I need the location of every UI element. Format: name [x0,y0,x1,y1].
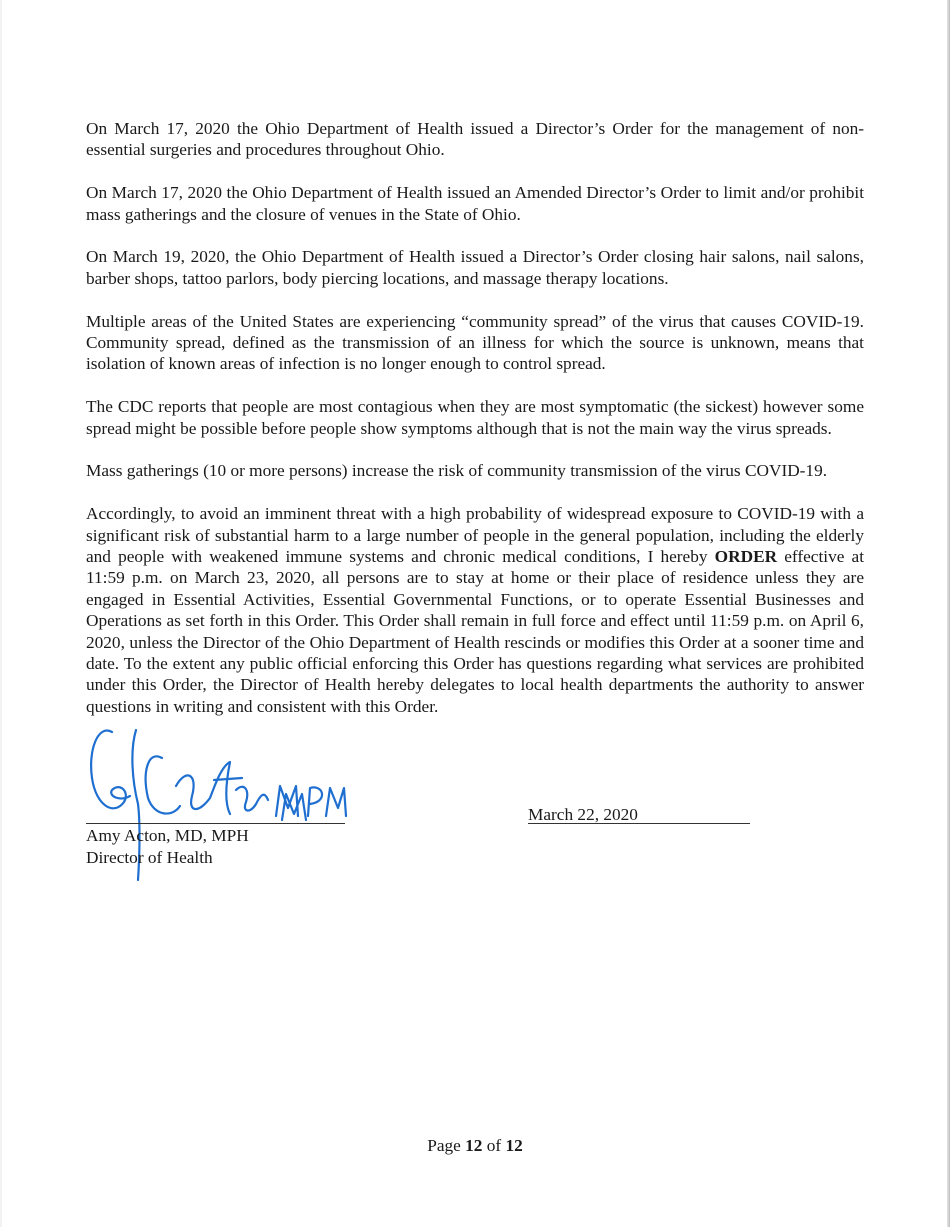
paragraph-community-spread: Multiple areas of the United States are experiencing “community spread” of the virus that causes COVID-19. Community spread, defined as the transmission of an illness for which the source is unknown, means that isolation of known areas of infection is no longer enough to control spread. [86,311,864,374]
order-text-before: Accordingly, to avoid an imminent threat with a high probability of widespread exposure to COVID-19 with a significant risk of substantial harm to a large number of people in the general population, including the elderly and people with weakened immune systems and chronic medical conditions, I hereby [86,504,864,567]
page-number-current: 12 [465,1136,483,1155]
paragraph-mass-gatherings-risk: Mass gatherings (10 or more persons) increase the risk of community transmission of the virus COVID-19. [86,461,828,481]
page-number-total: 12 [505,1136,523,1155]
order-text-after: effective at 11:59 p.m. on March 23, 2020, all persons are to stay at home or their place of residence unless they are engaged in Essential Activities, Essential Governmental Functions, or to operate Essential Businesses and Operations as set forth in this Order. This Order shall remain in full force and effect until 11:59 p.m. on April 6, 2020, unless the Director of the Ohio Department of Health rescinds or modifies this Order at a sooner time and date. To the extent any public official enforcing this Order has questions regarding what services are prohibited under this Order, the Director of Health hereby delegates to local health departments the authority to answer questions in writing and consistent with this Order. [86,547,865,716]
paragraph-surgeries-order: On March 17, 2020 the Ohio Department of Health issued a Director’s Order for the management of non-essential surgeries and procedures throughout Ohio. [86,119,864,160]
paragraph-stay-at-home-order [86,503,864,717]
page-number-middle: of [482,1136,506,1155]
page-left-edge [0,0,2,1227]
paragraph-salons-order: On March 19, 2020, the Ohio Department of Health issued a Director’s Order closing hair salons, nail salons, barber shops, tattoo parlors, body piercing locations, and massage therapy locations. [86,247,864,288]
page-number-prefix: Page [427,1136,466,1155]
date-line [528,823,750,824]
order-body [86,118,864,739]
signature-date: March 22, 2020 [528,805,638,824]
signature-mpg [282,794,306,820]
signature-line [86,823,345,824]
paragraph-cdc-contagious: The CDC reports that people are most contagious when they are most symptomatic (the sickest) however some spread might be possible before people show symptoms although that is not the main way the virus spreads. [86,397,864,438]
signer-name: Amy Acton, MD, MPH [86,826,249,845]
signer-title: Director of Health [86,848,213,867]
page-number [0,1136,950,1156]
paragraph-mass-gatherings-order: On March 17, 2020 the Ohio Department of Health issued an Amended Director’s Order to limit and/or prohibit mass gatherings and the closure of venues in the State of Ohio. [86,183,864,224]
order-keyword: ORDER [714,547,778,567]
